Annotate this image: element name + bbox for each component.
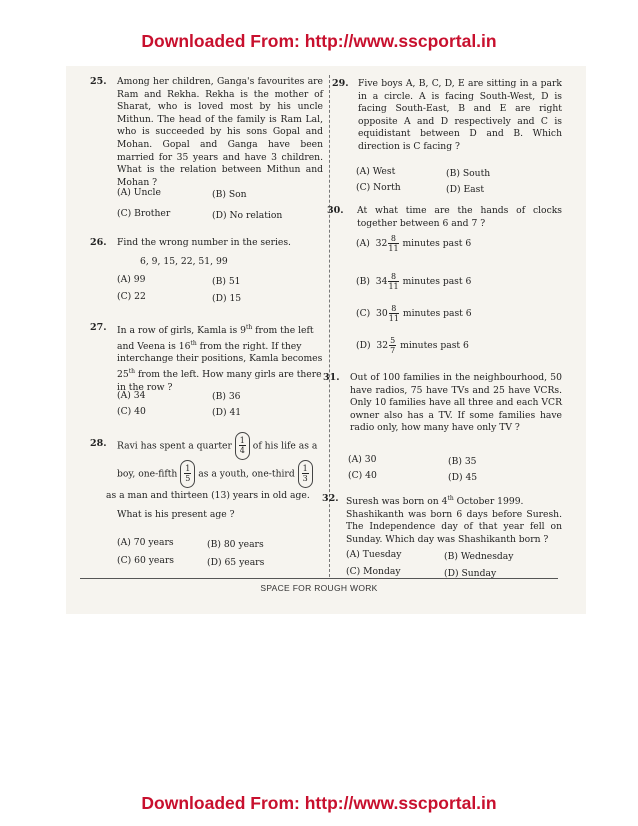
q27-option-c: (C) 40 [117,406,146,417]
q25-option-b: (B) Son [212,189,247,200]
q25-option-c: (C) Brother [117,208,171,219]
q28-text: Ravi has spent a quarter $\frac{1}{4}$ of his life as a boy, one-fifth $\frac{1}{5}$ as a youth, one-third $\frac{1}{3}$ [117,432,323,488]
q30-text: At what time are the hands of clocks together between 6 and 7 ? [357,205,562,229]
q29-text: Five boys A, B, C, D, E are sitting in a park in a circle. A is facing South-West, D is facing South-East, B and E are right opposite A and D respectively and C is equidistant between D and B. Which direction is C facing ? [358,78,562,152]
q27-option-b: (B) 36 [212,391,241,402]
q28-text-2: as a man and thirteen (13) years in old age. [106,490,310,501]
q32-option-a: (A) Tuesday [346,549,402,560]
q32-option-c: (C) Monday [346,566,401,577]
download-banner-top: Downloaded From: http://www.sscportal.in [141,31,497,51]
q28-number: 28. [90,438,107,449]
q30-option-a: (A) 32 $\frac{8}{11}$ minutes past 6 [356,234,472,253]
q28-option-a: (A) 70 years [117,537,174,548]
q25-option-d: (D) No relation [212,210,283,221]
q28-option-c: (C) 60 years [117,555,174,566]
q31-number: 31. [323,372,340,383]
q31-text: Out of 100 families in the neighbourhood, 50 have radios, 75 have TVs and 25 have VCRs. Only 10 families have all three and each VCR owner also has a TV. If some families have radio only, how many have only TV ? [350,372,562,434]
q25-number: 25. [90,76,107,87]
q26-option-d: (D) 15 [212,293,242,304]
q29-option-b: (B) South [446,168,491,179]
q29-option-c: (C) North [356,182,401,193]
q31-option-c: (C) 40 [348,470,377,481]
q25-option-a: (A) Uncle [117,187,161,198]
q32-text: Suresh was born on 4th October 1999. Shashikanth was born 6 days before Suresh. The Independence day of that year fell on Sunday. Which day was Shashikanth born ? [346,495,562,545]
q29-option-d: (D) East [446,184,485,195]
q28-option-b: (B) 80 years [207,539,264,550]
q32-option-d: (D) Sunday [444,568,497,579]
q26-text: Find the wrong number in the series. [117,237,291,248]
q29-option-a: (A) West [356,166,396,177]
q32-option-b: (B) Wednesday [444,551,514,562]
q27-number: 27. [90,322,107,333]
download-banner-bottom: Downloaded From: http://www.sscportal.in [141,793,497,813]
q26-series: 6, 9, 15, 22, 51, 99 [140,256,228,267]
q29-number: 29. [332,78,349,89]
q30-option-c: (C) 30 $\frac{8}{11}$ minutes past 6 [356,304,472,323]
q26-option-a: (A) 99 [117,274,146,285]
q30-option-b: (B) 34 $\frac{8}{11}$ minutes past 6 [356,272,472,291]
rough-work-label: SPACE FOR ROUGH WORK [260,583,378,593]
q28-text-3: What is his present age ? [117,509,235,520]
q26-option-c: (C) 22 [117,291,146,302]
q27-text: In a row of girls, Kamla is 9th from the left and Veena is 16th from the right. If they interchange their positions, Kamla becomes 25th from the left. How many girls are there in the row ? [117,324,323,393]
q27-option-d: (D) 41 [212,407,242,418]
q31-option-a: (A) 30 [348,454,377,465]
q30-option-d: (D) 32 $\frac{5}{7}$ minutes past 6 [356,336,469,355]
q28-option-d: (D) 65 years [207,557,265,568]
q31-option-b: (B) 35 [448,456,477,467]
q27-option-a: (A) 34 [117,390,146,401]
q26-number: 26. [90,237,107,248]
q26-option-b: (B) 51 [212,276,241,287]
q25-text: Among her children, Ganga's favourites are Ram and Rekha. Rekha is the mother of Sharat, who is loved most by his uncle Mithun. The head of the family is Ram Lal, who is succeeded by his sons Gopal and Mohan. Gopal and Ganga have been married for 35 years and have 3 children. What is the relation between Mithun and Mohan ? [117,76,323,188]
q30-number: 30. [327,205,344,216]
q32-number: 32. [322,493,339,504]
q31-option-d: (D) 45 [448,472,478,483]
